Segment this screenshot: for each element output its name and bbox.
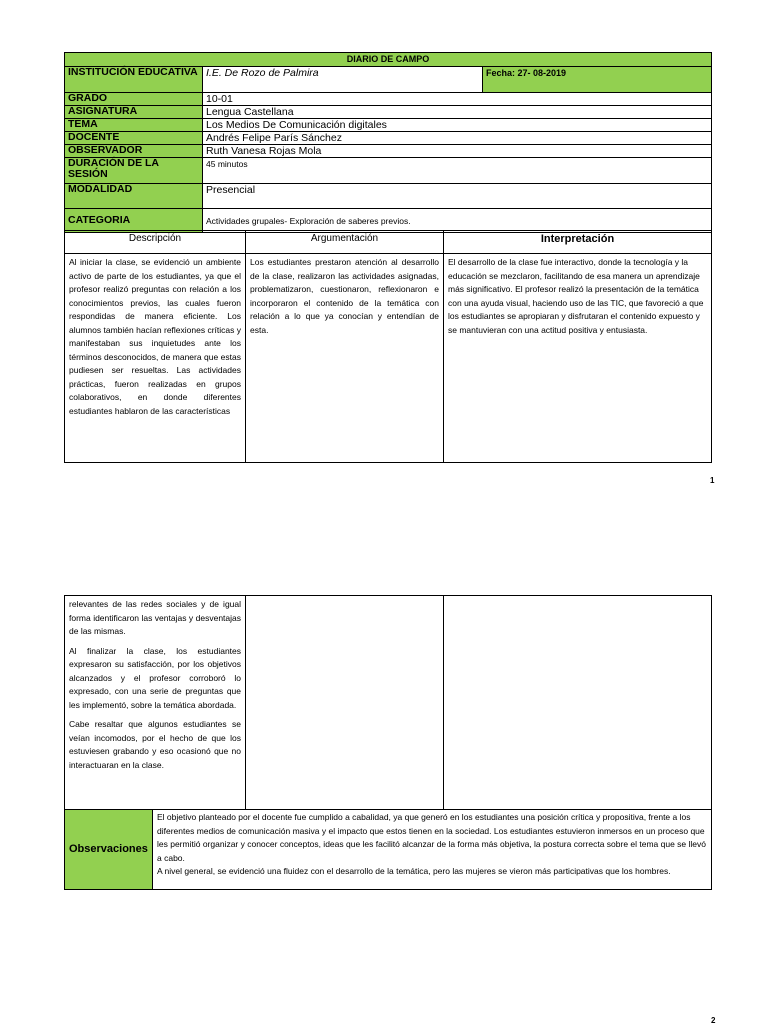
modalidad-label: MODALIDAD bbox=[65, 184, 203, 209]
analysis-table-page-1 bbox=[64, 230, 712, 463]
observaciones-paragraph-1: El objetivo planteado por el docente fue cumplido a cabalidad, ya que generó en los estudiantes una posición crítica y propositiva, frente a los diferentes medios de comunicación masiva y el impacto que estos tienen en la sociedad. Los estudiantes estuvieron inmersos en un proceso que les permitió organizar y conocer conceptos, ideas que les facilitó alcanzar de la forma más objetiva, la postura correcta sobre el tema que se llevó a cabo. bbox=[157, 812, 707, 863]
page-number-2: 2 bbox=[711, 1016, 716, 1025]
duracion-label: DURACIÓN DE LA SESIÓN bbox=[65, 158, 203, 184]
argumentacion-continuation bbox=[246, 596, 444, 810]
descripcion-header: Descripción bbox=[65, 231, 246, 254]
page-number: 1 bbox=[710, 476, 715, 485]
interpretacion-header: Interpretación bbox=[444, 231, 712, 254]
docente-value: Andrés Felipe París Sánchez bbox=[203, 132, 712, 145]
tema-label: TEMA bbox=[65, 119, 203, 132]
docente-label: DOCENTE bbox=[65, 132, 203, 145]
descripcion-paragraph-2: Al finalizar la clase, los estudiantes expresaron su satisfacción, por los objetivos alcanzados y el profesor corroboró lo expresado, con una serie de preguntas que les implementó, sobre la temática abordada. bbox=[69, 645, 242, 710]
document-title: DIARIO DE CAMPO bbox=[65, 53, 712, 67]
observaciones-paragraph-2: A nivel general, se evidenció una fluidez con el desarrollo de la temática, pero las mujeres se vieron más participativas que los hombres. bbox=[157, 866, 671, 876]
asignatura-label: ASIGNATURA bbox=[65, 106, 203, 119]
categoria-label: CATEGORIA bbox=[65, 209, 203, 233]
argumentacion-header: Argumentación bbox=[246, 231, 444, 254]
descripcion-continuation bbox=[65, 596, 246, 810]
interpretacion-continuation bbox=[444, 596, 712, 810]
fecha-value: Fecha: 27- 08-2019 bbox=[483, 67, 712, 93]
descripcion-paragraph-1: relevantes de las redes sociales y de igual forma identificaron las ventajas y desventajas de las mismas. bbox=[69, 599, 242, 636]
argumentacion-text: Los estudiantes prestaron atención al desarrollo de la clase, realizaron las actividades asignadas, problematizaron, cuestionaron, reflexionaron e incorporaron el contenido de la temática con relación a lo que ya conocían y entendían de esta. bbox=[246, 254, 444, 463]
tema-value: Los Medios De Comunicación digitales bbox=[203, 119, 712, 132]
descripcion-paragraph-3: Cabe resaltar que algunos estudiantes se veían incomodos, por el hecho de que los estuviesen grabando y eso ocasionó que no interactuaran en la clase. bbox=[69, 719, 242, 770]
observador-label: OBSERVADOR bbox=[65, 145, 203, 158]
analysis-table-page-2 bbox=[64, 595, 712, 890]
modalidad-value: Presencial bbox=[203, 184, 712, 209]
institucion-value: I.E. De Rozo de Palmira bbox=[203, 67, 483, 93]
grado-label: GRADO bbox=[65, 93, 203, 106]
descripcion-text: Al iniciar la clase, se evidenció un ambiente activo de parte de los estudiantes, ya que el profesor realizó preguntas con relación a los conocimientos previos, las cuales fueron respondidas de manera eficiente. Los alumnos también hacían reflexiones críticas y manifestaban sus inquietudes ante los términos desconocidos, de manera que estas pudiesen ser resueltas. Las actividades prácticas, fueron realizadas en grupos colaborativos, en donde diferentes estudiantes hablaron de las características bbox=[65, 254, 246, 463]
institucion-label: INSTITUCIÓN EDUCATIVA bbox=[65, 67, 203, 93]
observaciones-text bbox=[153, 810, 712, 890]
interpretacion-text: El desarrollo de la clase fue interactivo, donde la tecnología y la educación se mezclaron, facilitando de esa manera un aprendizaje más significativo. El profesor realizó la presentación de la temática con una ayuda visual, haciendo uso de las TIC, que favoreció a que los estudiantes se apropiaran y disfrutaran el contenido expuesto y se mantuvieran con una actitud positiva y entusiasta. bbox=[444, 254, 712, 463]
asignatura-value: Lengua Castellana bbox=[203, 106, 712, 119]
observador-value: Ruth Vanesa Rojas Mola bbox=[203, 145, 712, 158]
header-table bbox=[64, 52, 712, 233]
grado-value: 10-01 bbox=[203, 93, 712, 106]
observaciones-label: Observaciones bbox=[65, 810, 153, 890]
categoria-value: Actividades grupales- Exploración de saberes previos. bbox=[203, 209, 712, 233]
duracion-value: 45 minutos bbox=[203, 158, 712, 184]
